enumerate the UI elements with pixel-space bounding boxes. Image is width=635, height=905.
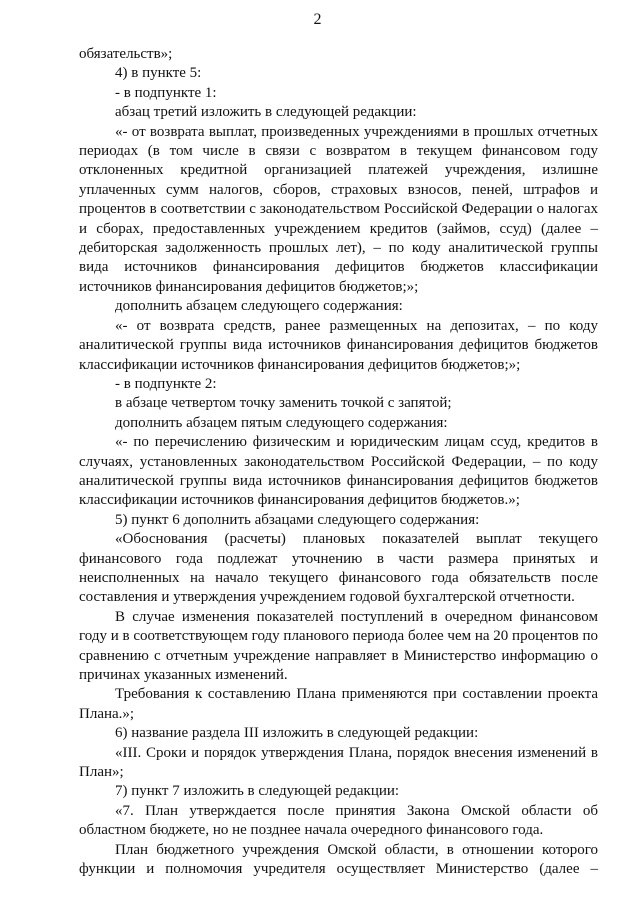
paragraph: План бюджетного учреждения Омской области, в отношении которого функции и полномочия учредителя осуществляет Министерство (далее – <box>79 841 598 878</box>
paragraph: «7. План утверждается после принятия Закона Омской области об областном бюджете, но не позднее начала очередного финансового года. <box>79 802 598 839</box>
paragraph: - в подпункте 2: <box>115 375 217 392</box>
paragraph: 7) пункт 7 изложить в следующей редакции: <box>115 783 400 800</box>
paragraph: дополнить абзацем следующего содержания: <box>115 298 403 315</box>
paragraph: «- по перечислению физическим и юридическим лицам ссуд, кредитов в случаях, установленных законодательством Российской Федерации, – по коду аналитической группы вида источников финансирования дефицитов бюджетов классификации источников финансирования дефицитов бюджетов.»; <box>79 434 598 509</box>
paragraph: «Обоснования (расчеты) плановых показателей выплат текущего финансового года подлежат уточнению в части размера принятых и неисполненных на начало текущего финансового года обязательств после составления и утверждения учреждением годовой бухгалтерской отчетности. <box>79 531 598 606</box>
paragraph: «III. Сроки и порядок утверждения Плана, порядок внесения изменений в План»; <box>79 744 598 781</box>
paragraph: абзац третий изложить в следующей редакции: <box>115 104 417 121</box>
paragraph: В случае изменения показателей поступлений в очередном финансовом году и в соответствующем году планового периода более чем на 20 процентов по сравнению с отчетным учреждение направляет в Министерство информацию о причинах указанных изменений. <box>79 608 599 683</box>
paragraph: «- от возврата средств, ранее размещенных на депозитах, – по коду аналитической группы вида источников финансирования дефицитов бюджетов классификации источников финансирования дефицитов бюджетов;»; <box>79 317 598 373</box>
paragraph: обязательств»; <box>79 46 173 62</box>
paragraph: в абзаце четвертом точку заменить точкой с запятой; <box>115 395 452 412</box>
page-number: 2 <box>313 11 322 28</box>
paragraph: «- от возврата выплат, произведенных учреждениями в прошлых отчетных периодах (в том числе в связи с возвратом в текущем финансовом году отклоненных кредитной организацией платежей учреждения, излишне уплаченных сумм налогов, сборов, страховых взносов, пеней, штрафов и процентов в соответствии с законодательством Российской Федерации о налогах и сборах, предоставленных учреждением кредитов (займов, ссуд) (далее – дебиторская задолженность прошлых лет), – по коду аналитической группы вида источников финансирования дефицитов бюджетов классификации источников финансирования дефицитов бюджетов;»; <box>79 123 598 295</box>
paragraph: дополнить абзацем пятым следующего содержания: <box>115 414 448 431</box>
document-body <box>79 45 598 879</box>
paragraph: 6) название раздела III изложить в следующей редакции: <box>115 725 479 742</box>
paragraph: Требования к составлению Плана применяются при составлении проекта Плана.»; <box>79 686 598 722</box>
paragraph: - в подпункте 1: <box>115 84 217 101</box>
paragraph: 4) в пункте 5: <box>115 65 202 82</box>
paragraph: 5) пункт 6 дополнить абзацами следующего содержания: <box>115 511 480 528</box>
